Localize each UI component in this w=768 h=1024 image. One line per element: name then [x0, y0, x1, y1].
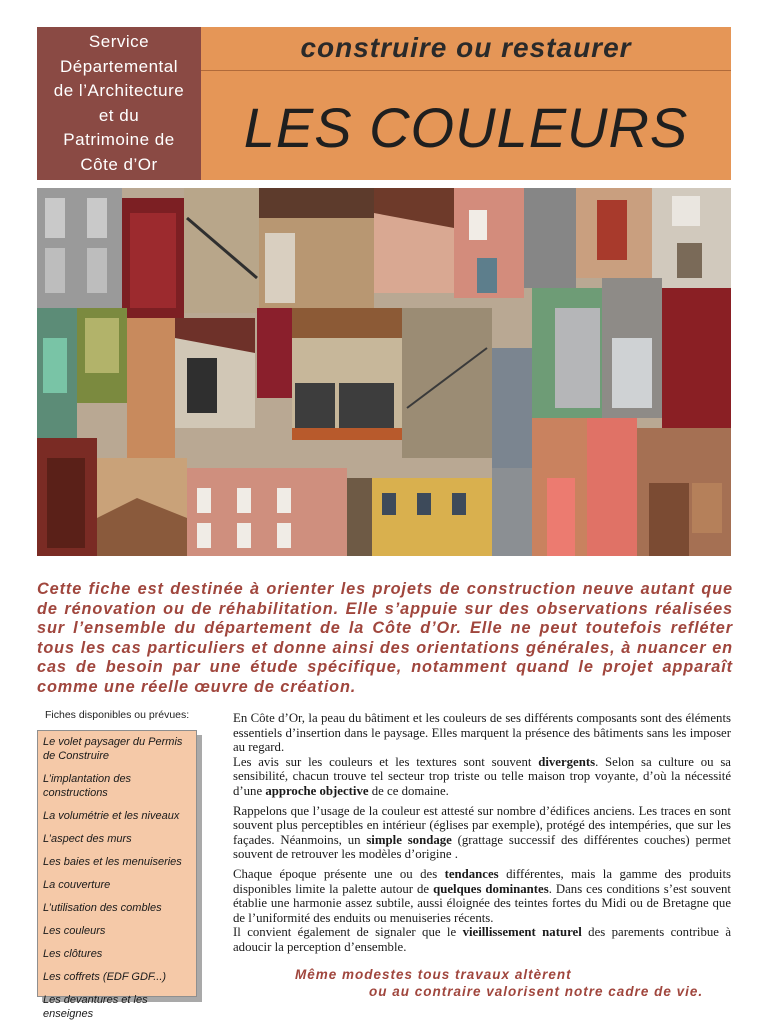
body-text-run: . Selon sa culture ou sa sensibilité, chacun trouve tel secteur trop triste ou telle maison trop voyante, d’où la nécessité d’une: [233, 754, 731, 798]
body-bold-run: divergents: [538, 754, 596, 769]
body-paragraph-2: [233, 804, 731, 862]
closing-line-2: ou au contraire valorisent notre cadre de vie.: [369, 984, 704, 999]
fiche-item: Les clôtures: [43, 948, 103, 960]
title-divider: [201, 70, 731, 71]
body-text-run: des parements contribue à adoucir la perception d’ensemble.: [233, 925, 732, 954]
fiches-heading: Fiches disponibles ou prévues:: [45, 709, 190, 721]
body-text-run: Il convient également de signaler que le: [233, 925, 463, 940]
body-bold-run: simple sondage: [366, 832, 452, 847]
fiche-item: La couverture: [43, 879, 111, 891]
fiche-item: Les baies et les menuiseries: [43, 856, 182, 868]
service-line: Côte d’Or: [80, 154, 158, 174]
body-text-run: différentes, mais la gamme des produits disponibles limite la palette autour de: [233, 866, 731, 896]
fiche-item: Le volet paysager du Permis de Construire: [43, 736, 183, 762]
facade-photo-collage: [37, 188, 731, 556]
body-bold-run: vieillissement naturel: [462, 925, 582, 940]
closing-line-1: Même modestes tous travaux altèrent: [295, 967, 572, 982]
collage-image: [37, 188, 731, 556]
fiches-list: [37, 730, 197, 1020]
body-text-run: En Côte d’Or, la peau du bâtiment et les couleurs de ses différents composants sont des éléments essentiels d’insertion dans le paysage. Elles marquent la présence des bâtiments sans les imposer au regard.: [233, 711, 731, 755]
service-line: Départemental: [59, 56, 178, 76]
service-line: Service: [88, 32, 150, 51]
page-title: LES COULEURS: [243, 96, 689, 159]
fiche-item: Les coffrets (EDF GDF...): [43, 971, 167, 983]
fiche-item: L’aspect des murs: [43, 833, 132, 845]
fiche-item: L’implantation des constructions: [43, 773, 132, 799]
service-line: Patrimoine de: [63, 130, 175, 149]
subtitle: construire ou restaurer: [300, 32, 632, 63]
body-bold-run: tendances: [444, 866, 499, 881]
fiche-item: Les couleurs: [43, 925, 106, 937]
body-paragraph-1: [233, 711, 731, 799]
title-block: [201, 27, 731, 180]
body-bold-run: quelques dominantes: [433, 881, 549, 896]
body-text-run: Rappelons que l’usage de la couleur est attesté sur nombre d’édifices anciens. Les traces en sont souvent plus perceptibles en intérieur (églises par exemple), protégé des intempéries, que sur les façades. Néanmoins, un: [233, 803, 731, 847]
body-text-run: Chaque époque présente une ou des: [233, 866, 445, 881]
body-text-run: de ce domaine.: [368, 783, 449, 798]
body-text-run: Les avis sur les couleurs et les textures sont souvent: [233, 754, 539, 769]
body-paragraph-3: [233, 867, 731, 955]
closing-statement: [233, 966, 731, 1000]
body-text-run: . Dans ces conditions s’est souvent établie une harmonie assez subtile, aussi éloignée des teintes fortes du Midi ou de Bretagne que de l’uniformité des enduits ou menuiseries récents.: [233, 881, 731, 925]
fiche-item: La volumétrie et les niveaux: [43, 810, 180, 822]
fiche-item: L’utilisation des combles: [43, 902, 162, 914]
service-line: de l’Architecture: [53, 81, 185, 100]
body-bold-run: approche objective: [265, 783, 369, 798]
body-text-run: (grattage successif des différentes couches) permet souvent de retrouver les modèles d’origine .: [233, 832, 731, 862]
intro-paragraph: Cette fiche est destinée à orienter les projets de construction neuve autant que de rénovation ou de réhabilitation. Elle s’appuie sur des observations réalisées sur l’ensemble du département de la Côte d’Or. Elle ne peut toutefois refléter tous les cas particuliers et donne ainsi des orientations générales, à nuancer en cas de besoin par une étude spécifique, notamment quand le projet apparaît comme une réelle œuvre de création.: [37, 580, 733, 696]
fiche-item: Les devantures et les enseignes: [43, 994, 148, 1020]
body-text: [233, 711, 731, 960]
service-line: et du: [98, 105, 140, 125]
service-block: [37, 27, 201, 180]
